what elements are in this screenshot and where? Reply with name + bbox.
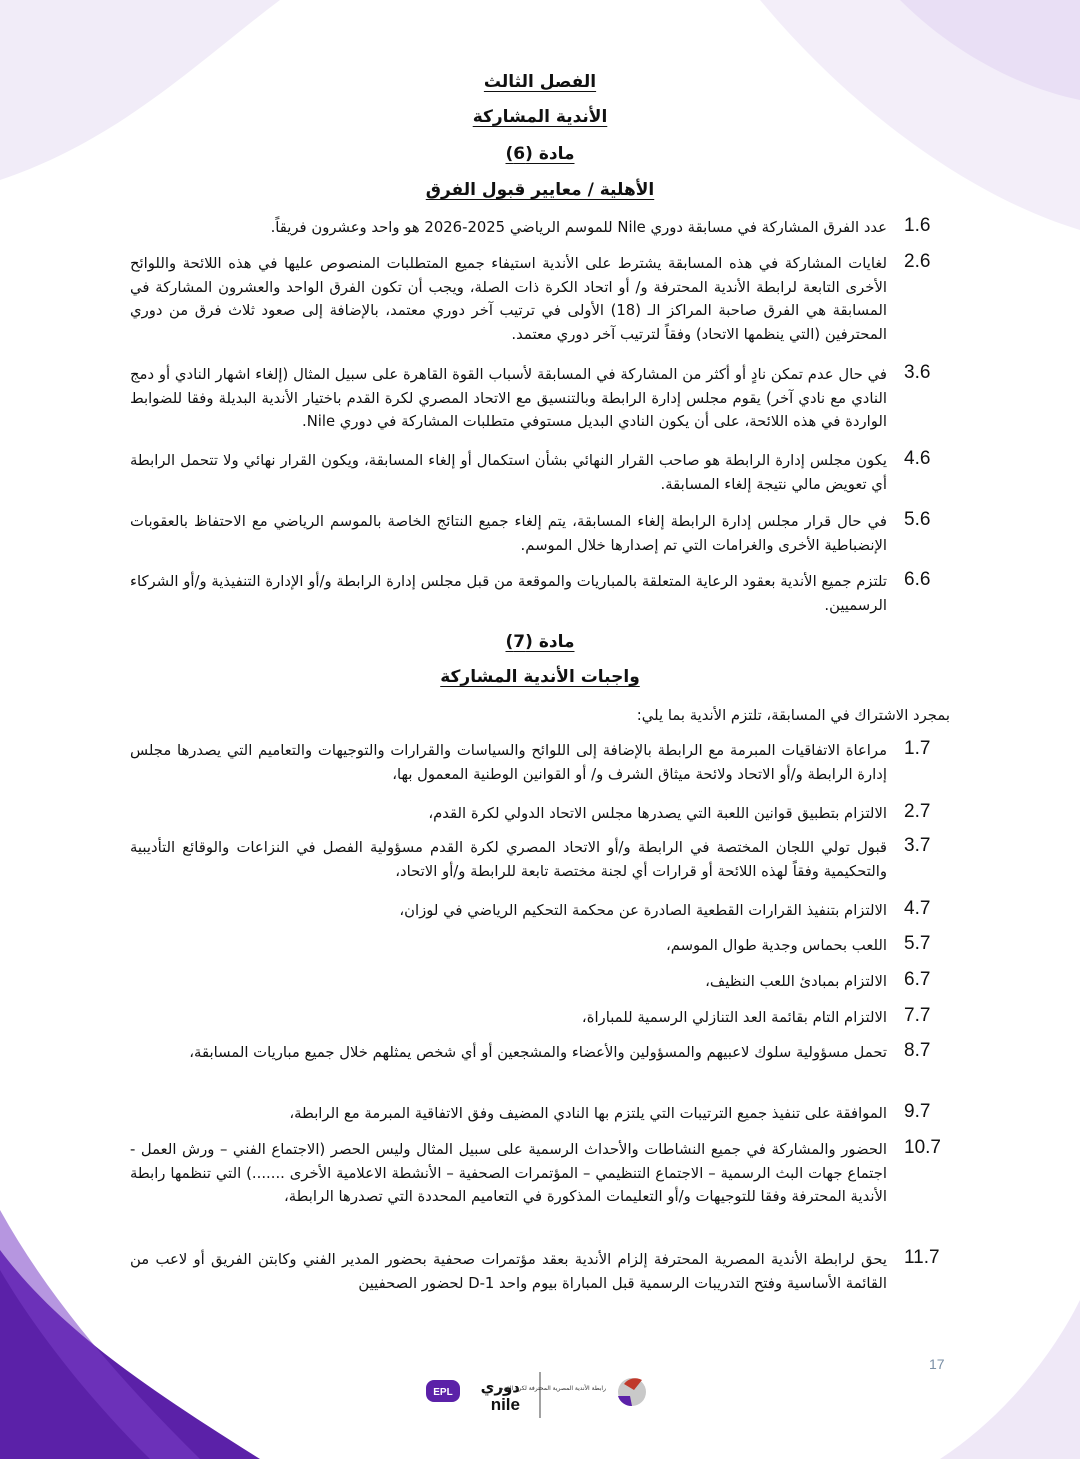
article-7-subtitle: واجبات الأندية المشاركة (440, 667, 640, 687)
clause-text: اللعب بحماس وجدية طوال الموسم، (665, 937, 887, 954)
clause-text: الالتزام بتطبيق قوانين اللعبة التي يصدرها مجلس الاتحاد الدولي لكرة القدم، (428, 805, 887, 822)
clause-text: تلتزم جميع الأندية بعقود الرعاية المتعلقة بالمباريات والموقعة من قبل مجلس إدارة الرابطة و/أو الإدارة التنفيذية و/أو الشركاء الرسميين. (130, 573, 887, 614)
clause-number: 6.7 (904, 969, 931, 990)
footer-logos (420, 1368, 660, 1424)
clause-number: 3.7 (904, 835, 931, 856)
article-7-intro: بمجرد الاشتراك في المسابقة، تلتزم الأندية بما يلي: (636, 707, 950, 724)
clause-number: 4.6 (904, 448, 931, 469)
clause-text: يحق لرابطة الأندية المصرية المحترفة إلزام الأندية بعقد مؤتمرات صحفية بحضور المدير الفني وكابتن الفريق أو لاعب من القائمة الأساسية وفتح التدريبات الرسمية قبل المباراة بيوم واحد D-1 لحضور الصحفيين (130, 1251, 887, 1292)
clause-number: 5.7 (904, 933, 931, 954)
clause-number: 2.7 (904, 801, 931, 822)
chapter-subtitle: الأندية المشاركة (472, 107, 608, 127)
clause-text: مراعاة الاتفاقيات المبرمة مع الرابطة بالإضافة إلى اللوائح والسياسات والقرارات والتوجيهات والتعاميم التي يصدرها مجلس إدارة الرابطة و/أو الاتحاد ولائحة ميثاق الشرف و/ أو القوانين الوطنية المعمول بها، (130, 742, 887, 783)
clause-text: الحضور والمشاركة في جميع النشاطات والأحداث الرسمية على سبيل المثال وليس الحصر (الاجتماع الفني – ورش العمل - اجتماع جهات البث الرسمية – الاجتماع التنظيمي – المؤتمرات الصحفية – الأنشطة الاعلامية الأخرى .......) التي تنظمها رابطة الأندية المحترفة وفقا للتوجيهات و/أو التعليمات المذكورة في التعاميم المحددة التي تصدرها الرابطة، (130, 1141, 887, 1205)
league-logo (426, 1378, 520, 1414)
clause-number: 1.7 (904, 738, 931, 759)
association-name: رابطة الأندية المصرية المحترفة لكرة القدم (499, 1385, 606, 1392)
clause-number: 2.6 (904, 251, 931, 272)
clause-text: تحمل مسؤولية سلوك لاعبيهم والمسؤولين والأعضاء والمشجعين أو أي شخص يمثلهم خلال جميع مباريات المسابقة، (189, 1044, 887, 1061)
league-badge-text: EPL (433, 1387, 453, 1398)
clause-number: 4.7 (904, 898, 931, 919)
clause-text: في حال قرار مجلس إدارة الرابطة إلغاء المسابقة، يتم إلغاء جميع النتائج الخاصة بالموسم الرياضي مع الاحتفاظ بالعقوبات الإنضباطية الأخرى والغرامات التي تم إصدارها خلال الموسم. (130, 513, 887, 554)
clause-number: 6.6 (904, 569, 931, 590)
clause-number: 1.6 (904, 215, 931, 236)
clause-text: في حال عدم تمكن نادٍ أو أكثر من المشاركة في المسابقة لأسباب القوة القاهرة على سبيل المثال (إلغاء اشهار النادي أو دمج النادي مع نادي آخر) يقوم مجلس إدارة الرابطة وبالتنسيق مع الاتحاد المصري لكرة القدم باختيار الأندية البديلة وفقا للضوابط الواردة في هذه اللائحة، على أن يكون النادي البديل مستوفي متطلبات المشاركة في دوري Nile. (130, 366, 887, 430)
clause-number: 9.7 (904, 1101, 931, 1122)
article-6-subtitle: الأهلية / معايير قبول الفرق (425, 180, 655, 200)
clause-text: يكون مجلس إدارة الرابطة هو صاحب القرار النهائي بشأن استكمال أو إلغاء المسابقة، ويكون القرار نهائي ولا تتحمل الرابطة أي تعويض مالي نتيجة إلغاء المسابقة. (130, 452, 887, 493)
clause-text: لغايات المشاركة في هذه المسابقة يشترط على الأندية استيفاء جميع المتطلبات المنصوص عليها في هذه اللائحة واللوائح الأخرى التابعة لرابطة الأندية المحترفة و/ أو اتحاد الكرة ذات الصلة، ويجب أن تكون الفرق الواحد والعشرون المشاركة في المسابقة هي الفرق صاحبة المراكز الـ (18) الأولى في ترتيب آخر دوري معتمد، بالإضافة إلى صعود ثلاث فرق من دوري المحترفين (التي ينظمها الاتحاد) وفقاً لترتيب آخر دوري معتمد. (130, 255, 887, 343)
clause-number: 5.6 (904, 509, 931, 530)
clause-text: قبول تولي اللجان المختصة في الرابطة و/أو الاتحاد المصري لكرة القدم مسؤولية الفصل في النزاعات والوقائع التأديبية والتحكيمية وفقاً لهذه اللائحة أو قرارات أي لجنة مختصة تابعة للرابطة و/أو الاتحاد، (130, 839, 887, 880)
clause-text: الالتزام التام بقائمة العد التنازلي الرسمية للمباراة، (581, 1009, 887, 1026)
clause-text: الموافقة على تنفيذ جميع الترتيبات التي يلتزم بها النادي المضيف وفق الاتفاقية المبرمة مع الرابطة، (289, 1105, 887, 1122)
clause-number: 10.7 (904, 1137, 941, 1158)
clause-number: 3.6 (904, 362, 931, 383)
article-7-title: مادة (7) (505, 632, 575, 652)
chapter-title: الفصل الثالث (483, 72, 597, 92)
page-number: 17 (929, 1356, 945, 1372)
association-logo (500, 1378, 646, 1406)
article-6-title: مادة (6) (505, 144, 575, 164)
league-logo-latin: nile (490, 1395, 520, 1414)
clause-text: الالتزام بمبادئ اللعب النظيف، (705, 973, 887, 990)
clause-number: 7.7 (904, 1005, 931, 1026)
clause-text: عدد الفرق المشاركة في مسابقة دوري Nile للموسم الرياضي 2025-2026 هو واحد وعشرون فريقاً. (270, 219, 887, 236)
clause-text: الالتزام بتنفيذ القرارات القطعية الصادرة عن محكمة التحكيم الرياضي في لوزان، (399, 902, 887, 919)
clause-number: 8.7 (904, 1040, 931, 1061)
clause-number: 11.7 (904, 1247, 940, 1268)
league-logo-arabic: دوري (480, 1378, 520, 1396)
